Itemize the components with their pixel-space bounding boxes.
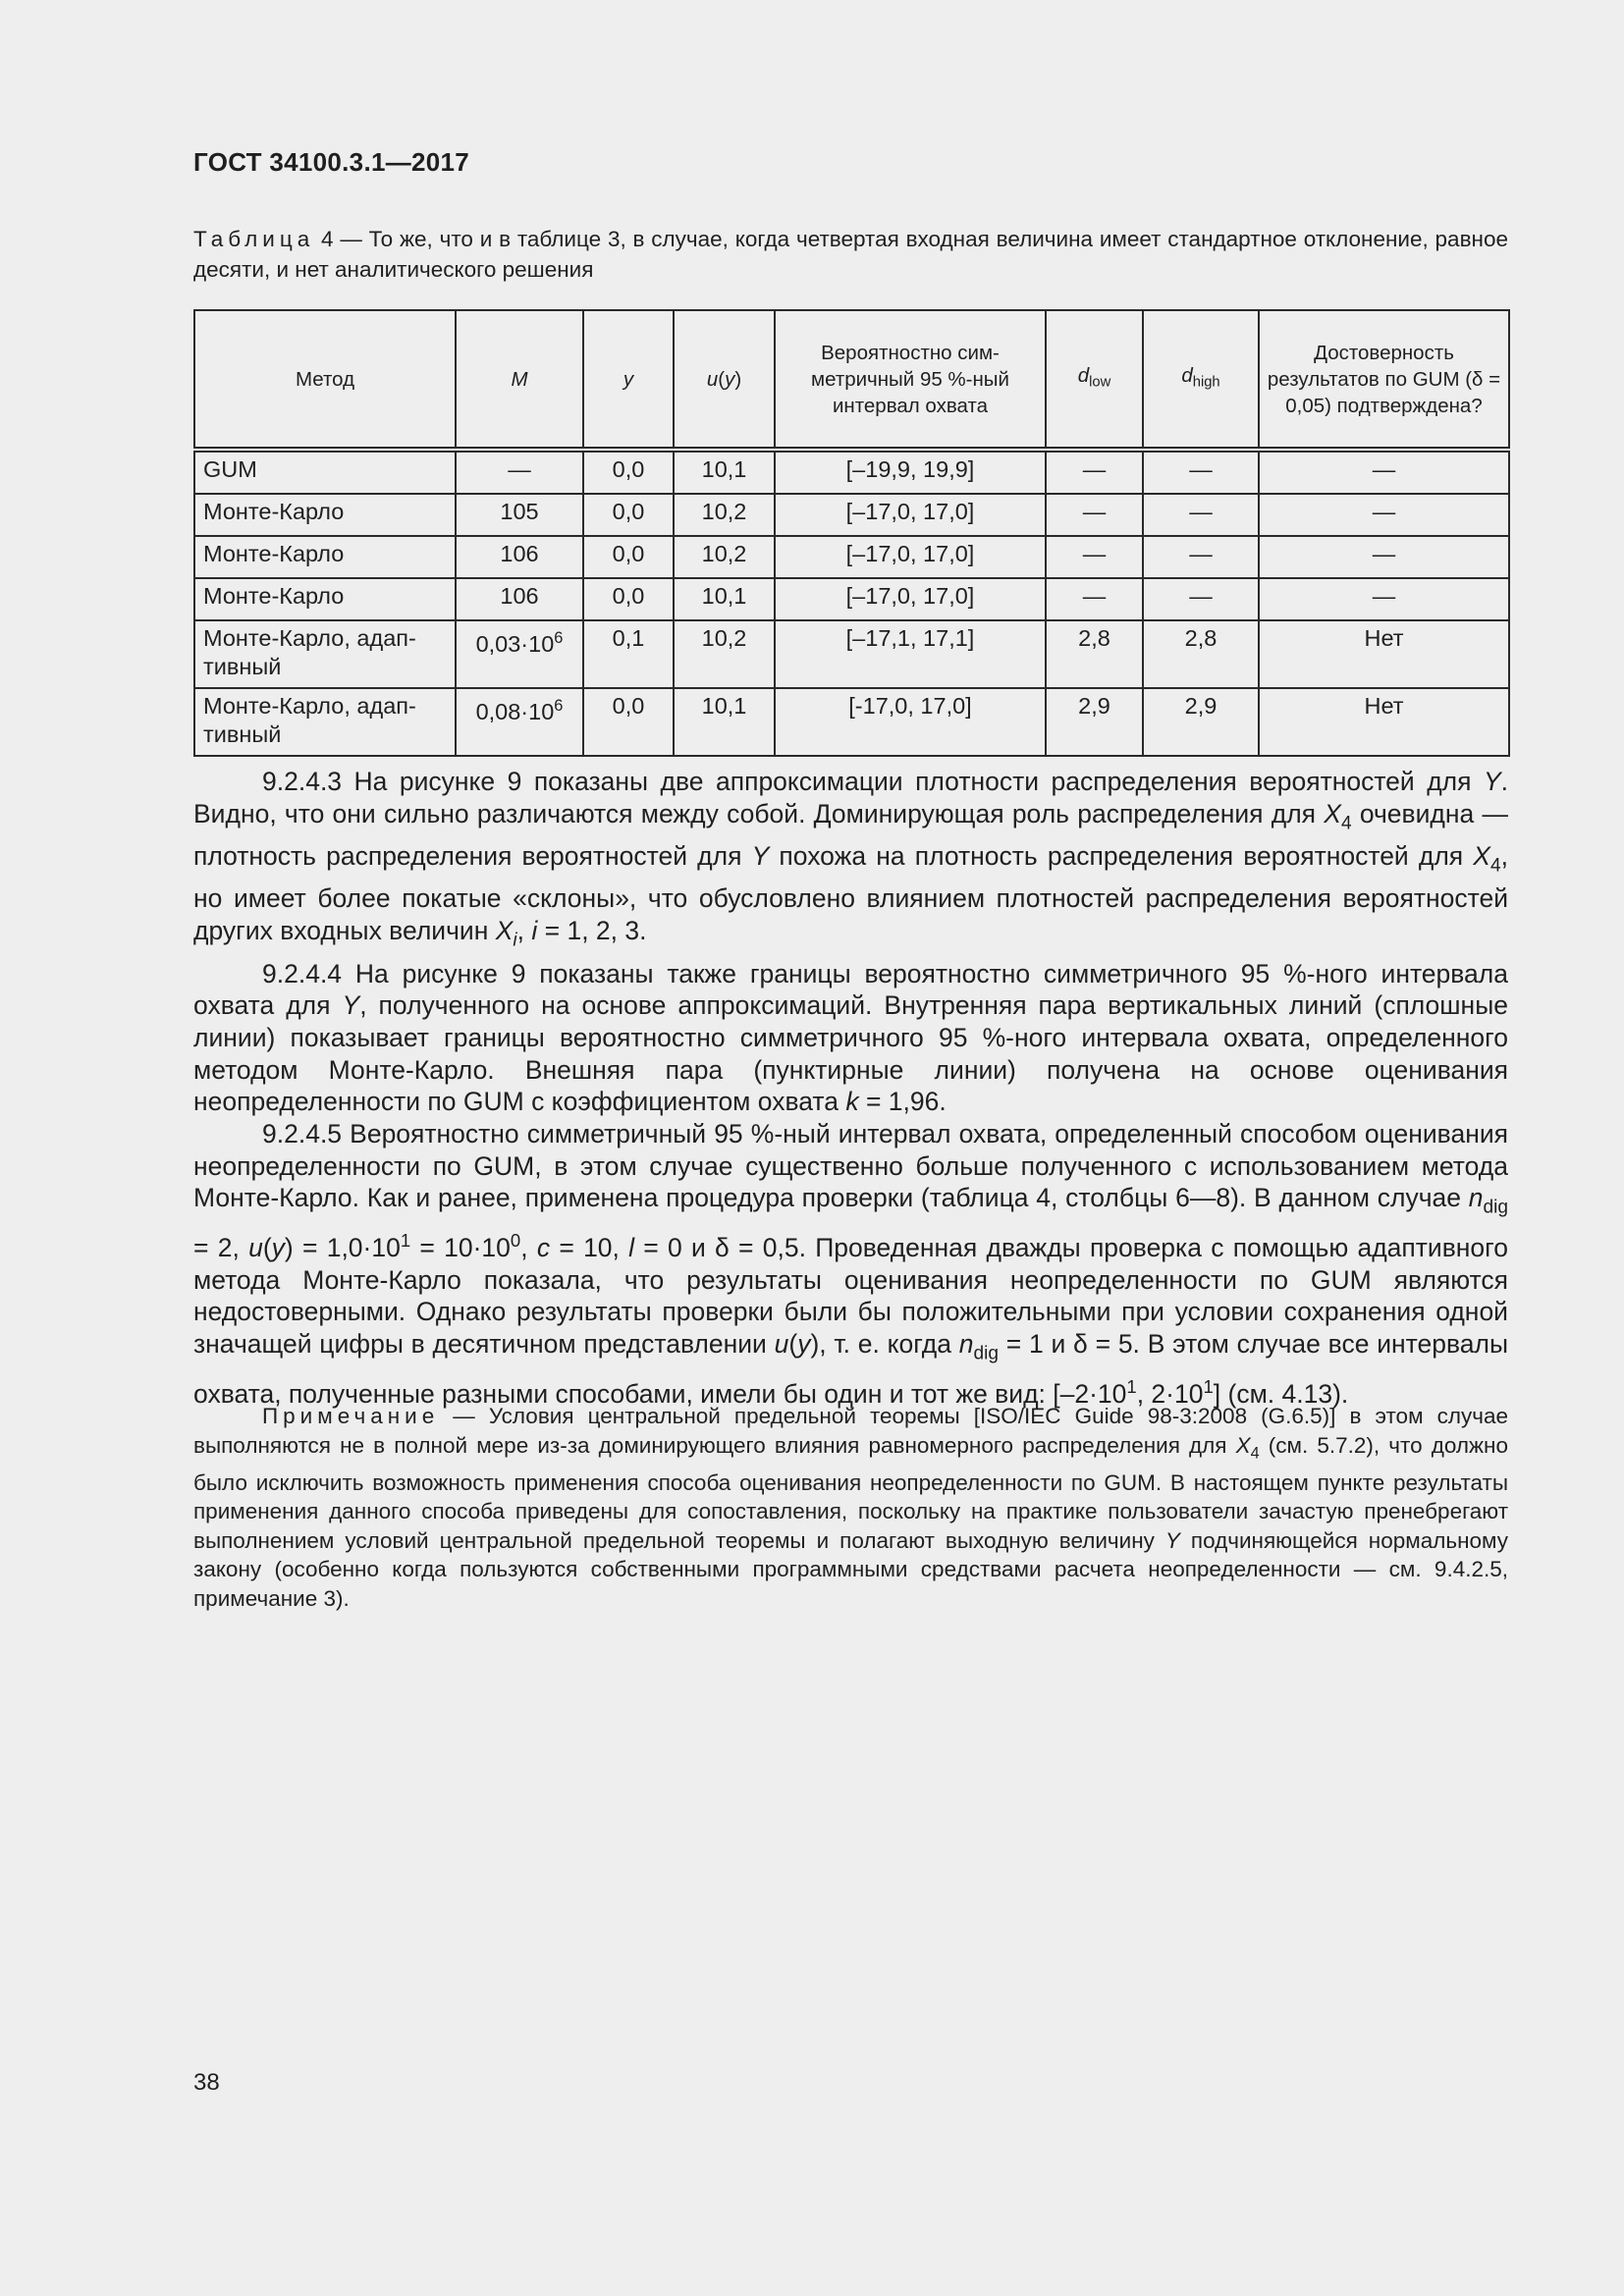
cell-method: GUM (194, 450, 456, 494)
text-run: 9.2.4.3 На рисунке 9 показаны две аппроксимации плотности распределения вероятностей для (262, 767, 1484, 796)
note-label: Примечание (262, 1404, 440, 1428)
math-var: k (845, 1087, 859, 1117)
math-var: X (495, 916, 514, 946)
cell-validated: — (1259, 536, 1509, 578)
text-run: , (516, 916, 532, 946)
table-caption (193, 224, 1508, 285)
paragraph-9-2-4-3 (193, 766, 1508, 958)
cell-interval: [–17,1, 17,1] (775, 620, 1046, 688)
paragraph-9-2-4-5 (193, 1118, 1508, 1410)
math-subscript: dig (1483, 1198, 1508, 1219)
text-run: ] (см. 4.13). (1213, 1378, 1349, 1409)
table-row (194, 620, 1509, 688)
header-uy-close: ) (734, 367, 742, 391)
cell-validated: — (1259, 450, 1509, 494)
cell-y: 0,0 (583, 688, 674, 756)
cell-dhigh: — (1143, 578, 1259, 620)
cell-y: 0,0 (583, 494, 674, 536)
cell-M (456, 620, 583, 688)
math-var: c (536, 1233, 551, 1263)
text-run: . Видно, что они сильно различаются между собой. Доминирующая роль распределения для (193, 767, 1508, 828)
header-uy-y: y (725, 367, 735, 391)
cell-dlow: 2,9 (1046, 688, 1143, 756)
cell-interval: [–17,0, 17,0] (775, 536, 1046, 578)
cell-validated: Нет (1259, 620, 1509, 688)
cell-dlow: — (1046, 494, 1143, 536)
document-header: ГОСТ 34100.3.1—2017 (193, 147, 470, 177)
cell-dhigh: — (1143, 494, 1259, 536)
math-var: y (797, 1329, 811, 1360)
body-text (193, 766, 1508, 1410)
table-row (194, 578, 1509, 620)
cell-dhigh: 2,8 (1143, 620, 1259, 688)
text-run: = 1, 2, 3. (537, 916, 647, 946)
header-dlow-sub: low (1089, 374, 1111, 391)
cell-dlow: 2,8 (1046, 620, 1143, 688)
header-y (583, 310, 674, 450)
math-subscript: dig (973, 1343, 999, 1364)
cell-uy: 10,1 (674, 688, 775, 756)
cell-M-base: 0,08·10 (475, 699, 555, 725)
header-M (456, 310, 583, 450)
table-row (194, 494, 1509, 536)
cell-method: Монте-Карло (194, 494, 456, 536)
table-row (194, 536, 1509, 578)
math-subscript: 4 (1340, 813, 1352, 834)
math-subscript: i (513, 930, 517, 951)
note (193, 1402, 1508, 1613)
math-var: X (1473, 841, 1490, 872)
cell-M (456, 688, 583, 756)
cell-y: 0,0 (583, 536, 674, 578)
math-var: Y (1164, 1527, 1180, 1553)
text-run: ), т. е. когда (810, 1329, 959, 1360)
cell-uy: 10,2 (674, 620, 775, 688)
text-run: = 1 и δ = 5. В этом случае все интервалы охвата, полученные разными способами, имели бы один и тот же вид: [–2·10 (193, 1329, 1508, 1409)
header-dlow (1046, 310, 1143, 450)
text-run: ) = 1,0·10 (284, 1233, 401, 1263)
cell-M: 105 (456, 494, 583, 536)
text-run: = 10, (550, 1233, 629, 1263)
math-var: n (1468, 1183, 1484, 1213)
text-run: = 2, (193, 1233, 249, 1263)
text-run: очевидна — плотность распределения вероятностей для (193, 798, 1508, 872)
math-var: i (531, 916, 538, 946)
cell-uy: 10,2 (674, 536, 775, 578)
cell-method: Монте-Карло, адап-тивный (194, 688, 456, 756)
table-caption-text: — То же, что и в таблице 3, в случае, когда четвертая входная величина имеет стандартное отклонение, равное десяти, и нет аналитического решения (193, 227, 1508, 282)
cell-y: 0,0 (583, 450, 674, 494)
header-interval: Вероятностно сим-метричный 95 %-ный интервал охвата (775, 310, 1046, 450)
header-uy-open: ( (718, 367, 726, 391)
cell-method: Монте-Карло, адап-тивный (194, 620, 456, 688)
header-uy-u: u (706, 367, 719, 391)
cell-dlow: — (1046, 578, 1143, 620)
table-caption-label: Таблица (193, 227, 315, 251)
cell-M: 106 (456, 578, 583, 620)
math-var: y (271, 1233, 285, 1263)
text-run: 9.2.4.4 На рисунке 9 показаны также границы вероятностно симметричного 95 %-ного интервала охвата для (193, 958, 1508, 1021)
text-run: = 0 и δ = 0,5. Проведенная дважды проверка с помощью адаптивного метода Монте-Карло показала, что результаты оценивания неопределенности по GUM являются недостоверными. Однако результаты проверки были бы положительными при условии сохранения одной значащей цифры в десятичном представлении (193, 1233, 1508, 1360)
cell-uy: 10,1 (674, 578, 775, 620)
math-var: n (958, 1329, 974, 1360)
cell-validated: — (1259, 494, 1509, 536)
cell-interval: [–17,0, 17,0] (775, 578, 1046, 620)
header-dhigh-sub: high (1192, 374, 1220, 391)
cell-M: — (456, 450, 583, 494)
text-run: = 1,96. (858, 1087, 947, 1117)
cell-interval: [–17,0, 17,0] (775, 494, 1046, 536)
header-dlow-d: d (1077, 363, 1090, 387)
cell-dlow: — (1046, 450, 1143, 494)
header-method: Метод (194, 310, 456, 450)
cell-method: Монте-Карло (194, 578, 456, 620)
table-row (194, 450, 1509, 494)
cell-uy: 10,1 (674, 450, 775, 494)
header-y-text: y (623, 367, 634, 391)
cell-method: Монте-Карло (194, 536, 456, 578)
text-run: 9.2.4.5 Вероятностно симметричный 95 %-ный интервал охвата, определенный способом оценивания неопределенности по GUM, в этом случае существенно больше полученного с использованием метода Монте-Карло. Как и ранее, применена процедура проверки (таблица 4, столбцы 6—8). В данном случае (193, 1119, 1508, 1213)
math-var: Y (751, 841, 770, 872)
table-row (194, 688, 1509, 756)
header-dhigh-d: d (1181, 363, 1193, 387)
cell-interval: [-17,0, 17,0] (775, 688, 1046, 756)
header-dhigh (1143, 310, 1259, 450)
cell-validated: Нет (1259, 688, 1509, 756)
note-paragraph (193, 1402, 1508, 1613)
cell-y: 0,1 (583, 620, 674, 688)
header-M-text: M (511, 367, 528, 391)
cell-y: 0,0 (583, 578, 674, 620)
math-var: X (1324, 798, 1341, 828)
math-subscript: 4 (1489, 855, 1501, 877)
table-caption-number: 4 (321, 227, 334, 251)
text-run: ( (788, 1329, 798, 1360)
cell-validated: — (1259, 578, 1509, 620)
text-run: , полученного на основе аппроксимаций. Внутренняя пара вертикальных линий (сплошные линии) показывает границы вероятностно симметричного 95 %-ного интервала охвата, определенного методом Монте-Карло. Внешняя пара (пунктирные линии) получена на основе оценивания неопределенности по GUM с коэффициентом охвата (193, 990, 1508, 1117)
header-validated: Достоверность результатов по GUM (δ = 0,05) подтверждена? (1259, 310, 1509, 450)
cell-interval: [–19,9, 19,9] (775, 450, 1046, 494)
text-run: подчиняющейся нормальному закону (особенно когда пользуются собственными программными средствами расчета неопределенности — см. 9.4.2.5, примечание 3). (193, 1527, 1508, 1611)
cell-M-exponent: 6 (554, 629, 564, 647)
math-subscript: 4 (1250, 1444, 1260, 1463)
table-header-row (194, 310, 1509, 450)
math-superscript: 0 (510, 1229, 521, 1251)
text-run: = 10·10 (410, 1233, 511, 1263)
text-run: , 2·10 (1136, 1378, 1204, 1409)
paragraph-9-2-4-4 (193, 958, 1508, 1119)
math-var: u (248, 1233, 263, 1263)
math-superscript: 1 (400, 1229, 411, 1251)
math-var: u (774, 1329, 789, 1360)
cell-uy: 10,2 (674, 494, 775, 536)
text-run: (см. 5.7.2), что должно было исключить возможность применения способа оценивания неопределенности по GUM. В настоящем пункте результаты применения данного способа приведены для сопоставления, поскольку на практике пользователи зачастую пренебрегают выполнением условий центральной предельной теоремы и полагают выходную величину (193, 1432, 1508, 1553)
cell-dhigh: — (1143, 536, 1259, 578)
text-run: похожа на плотность распределения вероятностей для (769, 841, 1474, 872)
math-superscript: 1 (1126, 1375, 1137, 1397)
math-var: l (628, 1233, 635, 1263)
cell-dhigh: 2,9 (1143, 688, 1259, 756)
page-number: 38 (193, 2069, 220, 2096)
text-run: , но имеет более покатые «склоны», что обусловлено влиянием плотностей распределения вероятностей других входных величин (193, 841, 1508, 946)
text-run: , (520, 1233, 537, 1263)
cell-M-exponent: 6 (554, 697, 564, 715)
results-table (193, 309, 1510, 757)
math-var: X (1235, 1432, 1251, 1458)
text-run: ( (262, 1233, 272, 1263)
cell-M-base: 0,03·10 (475, 631, 555, 658)
text-run: — Условия центральной предельной теоремы [ISO/IEC Guide 98-3:2008 (G.6.5)] в этом случае выполняются не в полной мере из-за доминирующего влияния равномерного распределения для (193, 1404, 1508, 1458)
cell-dhigh: — (1143, 450, 1259, 494)
header-uy (674, 310, 775, 450)
math-var: Y (1483, 767, 1501, 796)
math-superscript: 1 (1203, 1375, 1214, 1397)
cell-dlow: — (1046, 536, 1143, 578)
cell-M: 106 (456, 536, 583, 578)
math-var: Y (342, 990, 360, 1021)
